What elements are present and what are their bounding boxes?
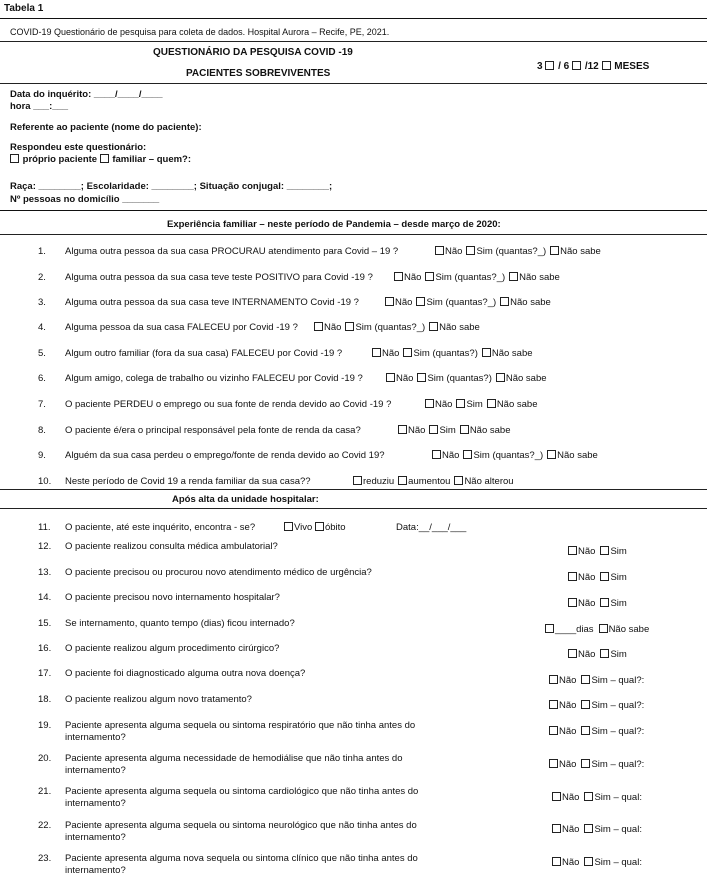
option-label: Sim xyxy=(610,649,627,660)
option-label: aumentou xyxy=(408,476,451,487)
answer-options xyxy=(435,246,605,257)
question-text: Algum amigo, colega de trabalho ou vizinho FALECEU por Covid -19 ? xyxy=(65,373,363,384)
form-subtitle: PACIENTES SOBREVIVENTES xyxy=(186,68,331,79)
question-number: 2. xyxy=(38,272,46,283)
question-text xyxy=(65,541,465,553)
question-line: O paciente precisou ou procurou novo atendimento médico de urgência? xyxy=(65,567,372,578)
option-label: Não xyxy=(324,322,342,333)
respondent-options xyxy=(10,154,191,165)
option-checkbox[interactable] xyxy=(456,399,465,408)
question-line: Se internamento, quanto tempo (dias) ficou internado? xyxy=(65,618,295,629)
answer-options xyxy=(552,792,647,803)
question-text: Algum outro familiar (fora da sua casa) FALECEU por Covid -19 ? xyxy=(65,348,343,359)
months-3-label: 3 xyxy=(537,61,543,72)
question-text xyxy=(65,668,465,680)
option-checkbox[interactable] xyxy=(353,476,362,485)
option-label: Não xyxy=(578,649,596,660)
question-number: 12. xyxy=(38,541,52,552)
question-line: O paciente realizou algum novo tratamento? xyxy=(65,694,252,705)
question-number: 7. xyxy=(38,399,46,410)
option-checkbox[interactable] xyxy=(432,450,441,459)
option-checkbox[interactable] xyxy=(398,476,407,485)
answer-options xyxy=(398,425,514,436)
question-number: 18. xyxy=(38,694,52,705)
option-label: Sim – qual: xyxy=(594,857,642,868)
option-label: Não xyxy=(562,857,580,868)
option-checkbox[interactable] xyxy=(509,272,518,281)
question-number: 9. xyxy=(38,450,46,461)
question-text xyxy=(65,643,465,655)
option-label: Não xyxy=(559,726,577,737)
option-checkbox[interactable] xyxy=(552,824,561,833)
option-label: Sim (quantas?) xyxy=(413,348,478,359)
option-label: Não sabe xyxy=(510,297,551,308)
answer-options xyxy=(425,399,541,410)
option-checkbox[interactable] xyxy=(581,700,590,709)
respondent-self-checkbox[interactable] xyxy=(10,154,19,163)
option-label: Não xyxy=(559,700,577,711)
answer-options xyxy=(353,476,518,487)
table-label: Tabela 1 xyxy=(4,3,44,14)
option-checkbox[interactable] xyxy=(599,624,608,633)
question-text: Alguma pessoa da sua casa FALECEU por Covid -19 ? xyxy=(65,322,298,333)
option-label: Sim xyxy=(610,598,627,609)
answer-options xyxy=(314,322,484,333)
question-line: Paciente apresenta alguma sequela ou sintoma respiratório que não tinha antes do xyxy=(65,720,416,731)
answer-options xyxy=(549,700,649,711)
question-number: 20. xyxy=(38,753,52,764)
option-label: Não xyxy=(442,450,460,461)
option-checkbox[interactable] xyxy=(398,425,407,434)
answer-options xyxy=(568,649,632,660)
option-checkbox[interactable] xyxy=(416,297,425,306)
option-label: Sim – qual?: xyxy=(591,700,645,711)
alive-checkbox[interactable] xyxy=(284,522,293,531)
question-text xyxy=(65,618,465,630)
respondent-self-label: próprio paciente xyxy=(22,154,98,165)
option-checkbox[interactable] xyxy=(550,246,559,255)
question-text: O paciente é/era o principal responsável pela fonte de renda da casa? xyxy=(65,425,361,436)
option-checkbox[interactable] xyxy=(466,246,475,255)
question-number: 10. xyxy=(38,476,52,487)
months-selector xyxy=(537,61,649,72)
option-checkbox[interactable] xyxy=(552,857,561,866)
answer-options xyxy=(552,824,647,835)
option-checkbox[interactable] xyxy=(547,450,556,459)
question-line: Paciente apresenta alguma sequela ou sintoma cardiológico que não tinha antes do xyxy=(65,786,419,797)
answer-options xyxy=(568,572,632,583)
option-label: Não xyxy=(562,792,580,803)
answer-options xyxy=(386,373,551,384)
option-checkbox[interactable] xyxy=(549,726,558,735)
option-label: Não xyxy=(445,246,463,257)
question-number: 17. xyxy=(38,668,52,679)
option-checkbox[interactable] xyxy=(600,546,609,555)
respondent-family-label: familiar – quem?: xyxy=(112,154,192,165)
section2-top-rule xyxy=(0,489,707,490)
question-number: 14. xyxy=(38,592,52,603)
option-label: Não alterou xyxy=(464,476,514,487)
section1-title: Experiência familiar – neste período de Pandemia – desde março de 2020: xyxy=(167,219,501,230)
option-label: Não xyxy=(396,373,414,384)
option-checkbox[interactable] xyxy=(429,425,438,434)
question-line: internamento? xyxy=(65,865,126,876)
option-checkbox[interactable] xyxy=(568,598,577,607)
option-checkbox[interactable] xyxy=(385,297,394,306)
option-label: Não xyxy=(559,675,577,686)
option-label: Sim – qual: xyxy=(594,792,642,803)
option-checkbox[interactable] xyxy=(496,373,505,382)
question-text xyxy=(65,853,465,877)
question-number: 22. xyxy=(38,820,52,831)
months-12-label: /12 xyxy=(584,61,599,72)
answer-options xyxy=(545,624,654,635)
question-number: 5. xyxy=(38,348,46,359)
question-line: internamento? xyxy=(65,798,126,809)
option-label: Não sabe xyxy=(439,322,480,333)
vital-status-options xyxy=(284,522,346,533)
top-rule xyxy=(0,18,707,19)
survey-date-field[interactable]: Data do inquérito: ____/____/____ xyxy=(10,89,163,100)
title-rule xyxy=(0,83,707,84)
option-label: Sim (quantas?_) xyxy=(473,450,544,461)
option-checkbox[interactable] xyxy=(425,399,434,408)
demographics-field[interactable]: Raça: ________; Escolaridade: ________; Situação conjugal: ________; xyxy=(10,181,333,192)
option-label: Sim (quantas?) xyxy=(427,373,492,384)
question-text xyxy=(65,786,465,810)
option-label: Sim – qual?: xyxy=(591,759,645,770)
option-label: Não sabe xyxy=(608,624,650,635)
option-checkbox[interactable] xyxy=(386,373,395,382)
option-label: Não sabe xyxy=(519,272,560,283)
option-checkbox[interactable] xyxy=(584,857,593,866)
question-text: Alguma outra pessoa da sua casa PROCURAU atendimento para Covid – 19 ? xyxy=(65,246,399,257)
question-text: Neste período de Covid 19 a renda familiar da sua casa?? xyxy=(65,476,311,487)
question-text: O paciente PERDEU o emprego ou sua fonte de renda devido ao Covid -19 ? xyxy=(65,399,392,410)
question-text xyxy=(65,720,465,744)
option-checkbox[interactable] xyxy=(463,450,472,459)
months-unit-label: MESES xyxy=(614,61,650,72)
option-checkbox[interactable] xyxy=(545,624,554,633)
question-line: Paciente apresenta alguma sequela ou sintoma neurológico que não tinha antes do xyxy=(65,820,417,831)
question-line: internamento? xyxy=(65,832,126,843)
answer-options xyxy=(372,348,537,359)
option-checkbox[interactable] xyxy=(600,649,609,658)
section1-bottom-rule xyxy=(0,234,707,235)
option-label: ____dias xyxy=(555,624,594,635)
option-checkbox[interactable] xyxy=(425,272,434,281)
question-text: O paciente, até este inquérito, encontra - se? xyxy=(65,522,256,533)
answer-options xyxy=(385,297,555,308)
question-line: O paciente realizou consulta médica ambulatorial? xyxy=(65,541,278,552)
table-caption: COVID-19 Questionário de pesquisa para coleta de dados. Hospital Aurora – Recife, PE, 2021. xyxy=(10,27,390,37)
option-checkbox[interactable] xyxy=(454,476,463,485)
caption-rule xyxy=(0,41,707,42)
option-checkbox[interactable] xyxy=(552,792,561,801)
option-checkbox[interactable] xyxy=(549,675,558,684)
answer-options xyxy=(549,726,649,737)
question-line: Paciente apresenta alguma nova sequela ou sintoma clínico que não tinha antes do xyxy=(65,853,418,864)
option-label: Não xyxy=(559,759,577,770)
option-label: Sim xyxy=(439,425,456,436)
option-label: Não xyxy=(382,348,400,359)
option-label: Não sabe xyxy=(469,425,511,436)
option-label: Sim (quantas?_) xyxy=(426,297,497,308)
option-label: Sim – qual: xyxy=(594,824,642,835)
form-title: QUESTIONÁRIO DA PESQUISA COVID -19 xyxy=(153,47,353,58)
question-number: 3. xyxy=(38,297,46,308)
option-checkbox[interactable] xyxy=(394,272,403,281)
question-text xyxy=(65,820,465,844)
option-label: Não sabe xyxy=(557,450,598,461)
option-label: Não xyxy=(562,824,580,835)
option-label: Não xyxy=(435,399,453,410)
option-checkbox[interactable] xyxy=(581,759,590,768)
patient-name-label: Referente ao paciente (nome do paciente): xyxy=(10,122,202,133)
answer-options xyxy=(568,546,632,557)
option-label: Sim (quantas?_) xyxy=(435,272,506,283)
option-checkbox[interactable] xyxy=(460,425,469,434)
option-checkbox[interactable] xyxy=(500,297,509,306)
question-text: Alguma outra pessoa da sua casa teve INTERNAMENTO Covid -19 ? xyxy=(65,297,359,308)
question-line: internamento? xyxy=(65,732,126,743)
option-label: Sim – qual?: xyxy=(591,726,645,737)
question-text: Alguma outra pessoa da sua casa teve teste POSITIVO para Covid -19 ? xyxy=(65,272,373,283)
option-label: Sim xyxy=(466,399,483,410)
option-label: reduziu xyxy=(363,476,395,487)
question-number: 4. xyxy=(38,322,46,333)
answer-options xyxy=(549,759,649,770)
months-3-checkbox[interactable] xyxy=(545,61,554,70)
question-number: 21. xyxy=(38,786,52,797)
option-checkbox[interactable] xyxy=(314,322,323,331)
question-text: Alguém da sua casa perdeu o emprego/fonte de renda devido ao Covid 19? xyxy=(65,450,385,461)
survey-time-field[interactable]: hora ___:___ xyxy=(10,101,69,112)
answer-options xyxy=(394,272,564,283)
question-text xyxy=(65,567,465,579)
option-checkbox[interactable] xyxy=(600,572,609,581)
months-6-checkbox[interactable] xyxy=(572,61,581,70)
answer-options xyxy=(552,857,647,868)
option-label: Sim xyxy=(610,546,627,557)
option-label: Não xyxy=(578,546,596,557)
option-checkbox[interactable] xyxy=(345,322,354,331)
question-line: O paciente foi diagnosticado alguma outra nova doença? xyxy=(65,668,306,679)
household-count-field[interactable]: Nº pessoas no domicílio _______ xyxy=(10,194,160,205)
alive-label: Vivo xyxy=(294,522,313,533)
option-checkbox[interactable] xyxy=(482,348,491,357)
option-checkbox[interactable] xyxy=(435,246,444,255)
option-checkbox[interactable] xyxy=(584,824,593,833)
option-checkbox[interactable] xyxy=(568,546,577,555)
option-label: Não xyxy=(578,572,596,583)
question-line: O paciente realizou algum procedimento cirúrgico? xyxy=(65,643,280,654)
vital-status-date-field[interactable]: Data:__/___/___ xyxy=(396,522,467,533)
option-checkbox[interactable] xyxy=(549,759,558,768)
answer-options xyxy=(432,450,602,461)
question-text xyxy=(65,753,465,777)
option-label: Não xyxy=(395,297,413,308)
question-number: 23. xyxy=(38,853,52,864)
option-checkbox[interactable] xyxy=(568,649,577,658)
option-label: Não sabe xyxy=(491,348,533,359)
option-label: Não xyxy=(408,425,426,436)
death-label: óbito xyxy=(324,522,346,533)
section2-bottom-rule xyxy=(0,508,707,509)
option-checkbox[interactable] xyxy=(549,700,558,709)
months-6-label: / 6 xyxy=(558,61,570,72)
option-checkbox[interactable] xyxy=(568,572,577,581)
option-checkbox[interactable] xyxy=(581,675,590,684)
option-checkbox[interactable] xyxy=(581,726,590,735)
question-number: 19. xyxy=(38,720,52,731)
option-checkbox[interactable] xyxy=(417,373,426,382)
question-line: Paciente apresenta alguma necessidade de hemodiálise que não tinha antes do xyxy=(65,753,403,764)
option-label: Sim (quantas?_) xyxy=(355,322,426,333)
question-line: internamento? xyxy=(65,765,126,776)
question-number: 13. xyxy=(38,567,52,578)
question-number: 1. xyxy=(38,246,46,257)
respondent-family-checkbox[interactable] xyxy=(100,154,109,163)
option-label: Sim xyxy=(610,572,627,583)
section1-top-rule xyxy=(0,210,707,211)
question-number: 16. xyxy=(38,643,52,654)
question-text xyxy=(65,592,465,604)
death-checkbox[interactable] xyxy=(315,522,324,531)
option-checkbox[interactable] xyxy=(600,598,609,607)
question-number: 8. xyxy=(38,425,46,436)
option-label: Sim (quantas?_) xyxy=(476,246,547,257)
option-label: Não xyxy=(404,272,422,283)
option-label: Não sabe xyxy=(505,373,547,384)
option-label: Não xyxy=(578,598,596,609)
question-number: 15. xyxy=(38,618,52,629)
option-checkbox[interactable] xyxy=(429,322,438,331)
option-label: Não sabe xyxy=(496,399,538,410)
question-text xyxy=(65,694,465,706)
answer-options xyxy=(549,675,649,686)
section2-title: Após alta da unidade hospitalar: xyxy=(172,494,319,505)
option-label: Sim – qual?: xyxy=(591,675,645,686)
option-checkbox[interactable] xyxy=(403,348,412,357)
question-number: 6. xyxy=(38,373,46,384)
option-checkbox[interactable] xyxy=(487,399,496,408)
respondent-label: Respondeu este questionário: xyxy=(10,142,147,153)
answer-options xyxy=(568,598,632,609)
option-checkbox[interactable] xyxy=(584,792,593,801)
option-label: Não sabe xyxy=(560,246,601,257)
option-checkbox[interactable] xyxy=(372,348,381,357)
months-12-checkbox[interactable] xyxy=(602,61,611,70)
question-number: 11. xyxy=(38,522,51,533)
question-line: O paciente precisou novo internamento hospitalar? xyxy=(65,592,280,603)
